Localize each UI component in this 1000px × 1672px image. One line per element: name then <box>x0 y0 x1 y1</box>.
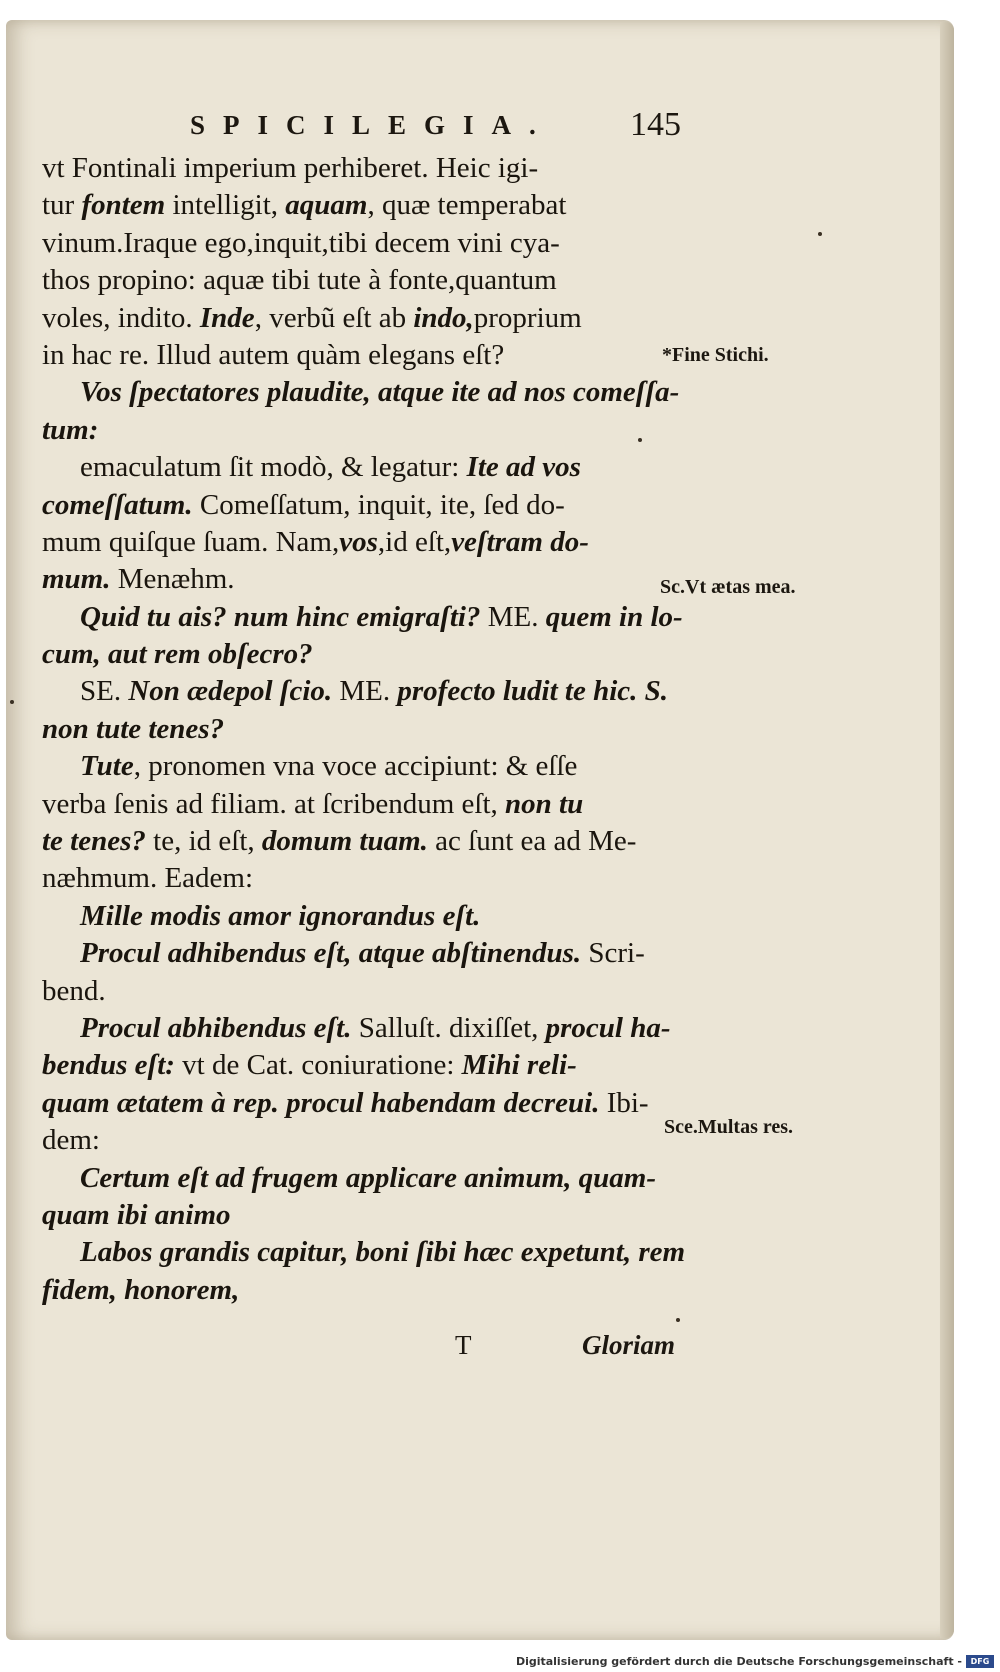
italic-segment: Procul adhibendus eſt, atque abſtinendus. <box>80 937 582 970</box>
italic-segment: fontem <box>81 189 166 222</box>
text-line <box>42 1085 682 1122</box>
roman-segment: vt de Cat. coniuratione: <box>174 1049 462 1082</box>
italic-segment: fidem, honorem, <box>42 1273 240 1306</box>
text-line <box>42 524 682 561</box>
page-edge <box>940 22 954 1638</box>
text-line <box>42 711 682 748</box>
roman-segment: tur <box>42 189 82 222</box>
text-line <box>42 823 682 860</box>
roman-segment: Ibi- <box>599 1086 649 1119</box>
ink-speck <box>10 700 14 704</box>
text-line <box>42 561 682 598</box>
roman-segment: vinum.Iraque ego,inquit,tibi decem vini cya- <box>42 226 560 259</box>
roman-segment: Scri- <box>581 937 645 970</box>
roman-segment: te, id eſt, <box>145 825 262 858</box>
italic-segment: bendus eſt: <box>42 1049 175 1082</box>
text-line <box>42 300 682 337</box>
text-line <box>42 225 682 262</box>
roman-segment: thos propino: aquæ tibi tute à fonte,quantum <box>42 264 557 297</box>
text-line <box>42 1160 682 1197</box>
signature-mark: T <box>455 1330 472 1360</box>
italic-segment: comeſſatum. <box>42 488 193 521</box>
text-line <box>42 187 682 224</box>
text-line <box>42 935 682 972</box>
text-line <box>42 1197 682 1234</box>
roman-segment: vt Fontinali imperium perhiberet. Heic igi- <box>42 152 539 184</box>
italic-segment: vos <box>339 525 378 558</box>
roman-segment: intelligit, <box>165 189 286 222</box>
roman-segment: Salluſt. dixiſſet, <box>351 1011 546 1044</box>
ink-speck <box>638 438 642 442</box>
catchword: Gloriam <box>582 1330 676 1360</box>
italic-segment: Procul abhibendus eſt. <box>80 1011 352 1044</box>
italic-segment: mum. <box>42 563 111 596</box>
text-line <box>42 449 682 486</box>
text-line <box>42 1122 682 1159</box>
italic-segment: indo, <box>413 301 474 334</box>
marginal-note: Sc.Vt ætas mea. <box>660 576 796 598</box>
italic-segment: Ite ad vos <box>466 451 581 484</box>
text-line <box>42 673 682 710</box>
roman-segment: ME. <box>332 675 398 708</box>
roman-segment: verba ſenis ad filiam. at ſcribendum eſt, <box>42 787 506 820</box>
page-header <box>190 106 690 150</box>
text-line <box>42 636 682 673</box>
text-line <box>42 374 682 411</box>
italic-segment: non tute tenes? <box>42 712 225 745</box>
roman-segment: næhmum. Eadem: <box>42 862 254 895</box>
text-line <box>42 1010 682 1047</box>
text-line <box>42 412 682 449</box>
text-line <box>42 1234 686 1271</box>
italic-segment: Quid tu ais? num hinc emigraſti? <box>80 600 481 633</box>
italic-segment: Vos ſpectatores plaudite, atque ite ad nos comeſſa- <box>80 376 680 409</box>
text-line <box>42 748 682 785</box>
roman-segment: in hac re. Illud autem quàm elegans eſt? <box>42 338 505 371</box>
text-line <box>42 150 682 187</box>
running-head: SPICILEGIA. <box>190 110 554 140</box>
italic-segment: procul ha- <box>545 1011 671 1044</box>
italic-segment: veſtram do- <box>451 525 589 558</box>
italic-segment: quam ætatem à rep. procul habendam decreui. <box>42 1086 600 1119</box>
italic-segment: aquam <box>285 189 368 222</box>
roman-segment: , quæ temperabat <box>367 189 567 222</box>
text-line <box>42 860 682 897</box>
text-line <box>42 973 682 1010</box>
credit-text: Digitalisierung gefördert durch die Deutsche Forschungsgemeinschaft - <box>515 1655 962 1668</box>
italic-segment: Certum eſt ad frugem applicare animum, quam- <box>80 1161 656 1194</box>
roman-segment: voles, indito. <box>42 301 200 334</box>
roman-segment: proprium <box>473 301 582 334</box>
roman-segment: dem: <box>42 1124 100 1157</box>
italic-segment: quem in lo- <box>545 600 683 633</box>
roman-segment: , verbũ eſt ab <box>254 301 414 334</box>
page-number: 145 <box>630 106 681 143</box>
roman-segment: Menæhm. <box>110 563 235 596</box>
dfg-logo: DFG <box>966 1655 994 1668</box>
roman-segment: bend. <box>42 974 106 1007</box>
text-line <box>42 1272 682 1309</box>
text-line <box>42 262 682 299</box>
italic-segment: Tute <box>80 750 134 783</box>
italic-segment: tum: <box>42 413 99 446</box>
text-line <box>42 487 682 524</box>
italic-segment: Mihi reli- <box>461 1049 577 1082</box>
italic-segment: te tenes? <box>42 825 146 858</box>
italic-segment: cum, aut rem obſecro? <box>42 638 313 671</box>
italic-segment: quam ibi animo <box>42 1198 231 1231</box>
roman-segment: emaculatum ſit modò, & legatur: <box>80 451 467 484</box>
text-line <box>42 786 682 823</box>
italic-segment: Labos grandis capitur, boni ſibi hæc expetunt, rem <box>80 1236 686 1269</box>
text-line <box>42 599 682 636</box>
marginal-note: *Fine Stichi. <box>662 344 769 366</box>
italic-segment: domum tuam. <box>261 825 428 858</box>
italic-segment: profecto ludit te hic. S. <box>397 675 669 708</box>
italic-segment: Non ædepol ſcio. <box>128 675 333 708</box>
roman-segment: , pronomen vna voce accipiunt: & eſſe <box>133 750 578 783</box>
italic-segment: Inde <box>199 301 255 334</box>
text-line <box>42 1047 682 1084</box>
body-text <box>42 150 686 1309</box>
roman-segment: SE. <box>80 675 129 708</box>
ink-speck <box>676 1318 680 1322</box>
roman-segment: Comeſſatum, inquit, ite, ſed do- <box>192 488 565 521</box>
text-line <box>42 898 682 935</box>
italic-segment: Mille modis amor ignorandus eſt. <box>80 899 481 932</box>
credit-bar <box>0 1652 1000 1672</box>
text-line <box>42 337 682 374</box>
roman-segment: ME. <box>480 600 546 633</box>
roman-segment: ,id eſt, <box>377 525 452 558</box>
roman-segment: ac ſunt ea ad Me- <box>427 825 637 858</box>
marginal-note: Sce.Multas res. <box>664 1116 794 1138</box>
roman-segment: mum quiſque ſuam. Nam, <box>42 525 340 558</box>
ink-speck <box>818 232 822 236</box>
italic-segment: non tu <box>505 787 584 820</box>
